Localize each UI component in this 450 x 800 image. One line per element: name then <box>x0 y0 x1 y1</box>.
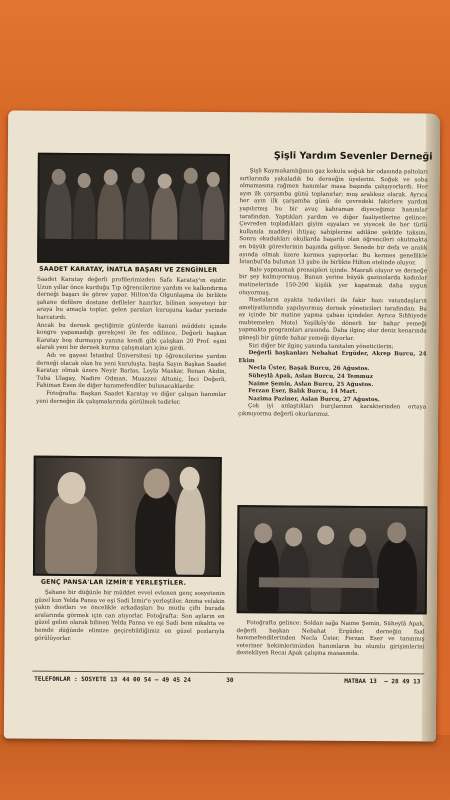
paragraph: Adı ve gayesi İstanbul Üniversitesi tıp öğrencilerine yardım derneği olacak olan bu yeni kuruluşta, başta Sayın Başkan Saadet Karatay olmak üzere Neyir Barlas, Leyla Maskar, Renan Akdin, Tuba Ulagay, Nadire Odman, Muazzez Altuniç, İnci Değerli, Fahiman Esen ile diğer hanımefendiler bulunacaklardır. <box>36 352 227 391</box>
footer-print-label: MATBAA 13 <box>344 677 377 686</box>
article-karatay-text <box>36 277 227 407</box>
paragraph: Çok iyi anlaştıkları burçlarının karakterinden ortaya çıkmıyormu değerli okurlarımız. <box>238 403 427 418</box>
page-number: 30 <box>226 677 234 685</box>
footer-print-number: — 28 49 13 <box>384 678 421 686</box>
paragraph: Hastaların ayakta tedavileri ile fakir bazı vatandaşların ameliyatlarında yapılıyormuş dernek yöneticileri tarafından. Bu ay içinde bir matine yapma çabası içindeler. Ayrıca Sıhhiyede muhtemelen Motel Yeşilköy'de dönerli bir bahar yemeği yapmakta programları arasında. Daha ilginç olur deniz kenarında güneşli bir günde bahar yemeği diyorlar. <box>238 297 427 342</box>
board-member: Naime Şemin, Aslan Burcu, 25 Ağustos. <box>248 380 374 388</box>
photo-pansa-couple <box>33 456 222 577</box>
article-sisli-text <box>238 168 428 420</box>
paragraph: Şahane bir düğünle bir müddet evvel evlenen genç sosyetenin güzel kızı Yelda Pansa ve eşi Sadi İzmir'e yerleştiler. Amma velakin yakın dostları ve öncelikle arkadaşları bu mutlu çifti burada aralarında görmek için can atıyorlar. Fotoğrafta: Son ayların en güzel gelini olarak bilinen Yelda Pansa ve eşi Sadi bem nikahta ve hemde düğünde elimize geçirebildiğimiz en güzel pozlarıyla görülüyorlar. <box>34 589 225 642</box>
photo-sisli-members <box>237 505 428 614</box>
footer-phones-numbers: 44 00 54 — 49 45 24 <box>122 676 191 684</box>
board-member: Ferzan Eser, Balık Burcu, 14 Mart. <box>248 388 358 396</box>
paragraph: Balo yapmamak prensipleri içinde. Masrafı oluyor ve derneğe bir şey kalmıyormuş. Bunun yerine büyük gazinolarda kadınlar matinelerinde 150-200 kişilik yer kapatmak daha uygun oluyormuş. <box>238 266 428 296</box>
paragraph: Fotoğrafta gelince: Soldan sağa Naime Şemin, Süheylâ Apak, değerli başkan Nebahat Ergüder, derneğin faal hanımefendilerinden Necla Üster, Ferzan Eser ve tanınmış veteriner hekimlerimizden hanımların bu olumlu girişimlerini destekliyen Recai Apak çalışma masasında. <box>236 620 425 658</box>
board-member: Nazima Paziner, Aslan Burcu, 27 Ağustos. <box>248 395 380 403</box>
paragraph: Ancak bu dernek geçtiğimiz günlerde kanuni müddeti içinde kongre yapamadığı gerekçesi ile fes edilince, Değerli başkan Karatay boş durmayıp yanına kendi gibi çalışkan 20 Prof. eşini alarak yeni bir dernek kurma çalışmaları içine girdi. <box>36 322 227 353</box>
caption-sisli-photo <box>236 620 424 659</box>
board-member: Değerli başkanları Nebahat Ergüder, Akrep Burcu, 24 Ekim <box>238 350 427 365</box>
paragraph: Saadet Karatay değerli profilerimizden Safa Karatay'ın eşidir. Uzun yıllar önce kurduğu Tıp öğrencilerine yardım ve kalkındırma derneği başarı ile görev yapar. Hilton'da Olgunlaşma ile birlikte şahane defilere dostane defileler hazırlar, bilinen sosyeteyi bir araya bu amaçla toplar, gelen paraları kuruşuna kadar yerinde harcatırdı. <box>36 276 228 321</box>
footer-phones-label: TELEFONLAR : SOSYETE 13 <box>34 675 118 684</box>
headline-sisli: Şişli Yardım Sevenler Derneği <box>273 150 433 163</box>
magazine-page <box>4 110 440 741</box>
paragraph: Fotoğrafta: Başkan Saadet Karatay ve diğer çalışan hanımlar yeni derneğin ilk çalışmalarında görülmek tedirler. <box>36 390 227 406</box>
article-pansa-text <box>34 590 224 644</box>
paragraph: Sizi diğer bir ilginç yanında tanıtalım yöneticilerin; <box>248 342 394 350</box>
footer-divider <box>32 671 424 675</box>
photo-karatay-group <box>37 153 230 264</box>
paragraph: Şişli Kaymakamlığının gaz kokulu soğuk bir odasında paltoları sırtlarında yakaladık bu derneğin üyelerini. Soğuk ve soba olmamasına rağmen hanımlar masa başında çalışıyorlardı. Her ayın ilk çarşamba günü toplanırlar; muş aralıksız olarak. Ayrıca her ayın ilk çarşamba günü de çevredeki fakirlere yardım yapılırmış bu bir avuç kahraman diyeceğimiz hanımlar tarafından. Yaptıkları yardım ve diğer faaliyetlerine gelince: Çevreden topladıkları giyim eşyaları ve yiyecek ile her türlü kullanıla maddeyi ihtiyaç sahiplerine adilâne şekilde taksim. Sonra okudukları okullarda başarılı olan öğrencileri okutmakta en büyük görevlerinin başında geliyor. Senede bir defa ve aralık ayında olmak üzere kermes yapıyorlar. Bu kermes genellikle İstanbul'da bulunan 13 şube ile birlikte Hilton otelinde oluyor. <box>239 168 428 267</box>
orange-backdrop-bottom <box>0 735 450 800</box>
board-member: Necla Üster, Başak Burcu, 26 Ağustos. <box>248 365 370 373</box>
caption-title-karatay: SAADET KARATAY, İNATLA BAŞARI VE ZENGİNLER <box>39 265 218 274</box>
orange-backdrop-top <box>0 0 450 115</box>
board-member: Süheylâ Apak, Aslan Burcu, 24 Temmuz <box>248 373 373 381</box>
caption-title-pansa: GENÇ PANSA'LAR İZMİR'E YERLEŞTİLER. <box>40 578 187 587</box>
